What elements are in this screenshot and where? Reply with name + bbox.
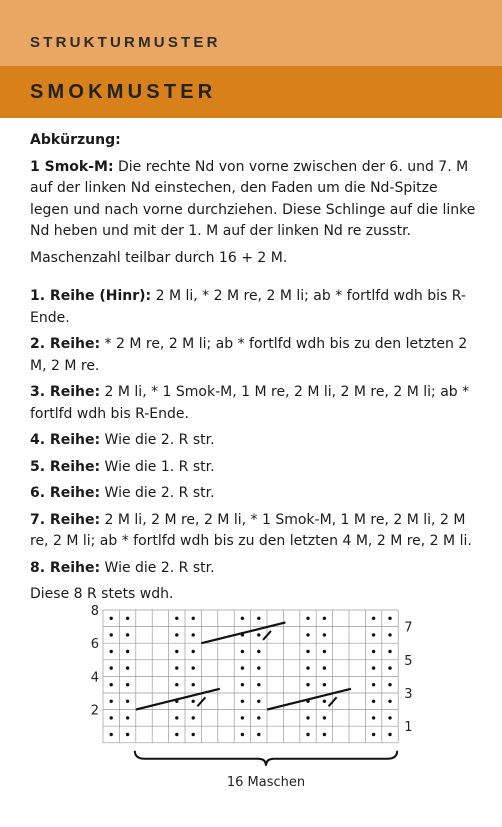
purl-dot — [110, 716, 113, 719]
row-list — [30, 286, 478, 579]
purl-dot — [257, 700, 260, 703]
purl-dot — [323, 733, 326, 736]
purl-dot — [110, 666, 113, 669]
row-text: * 2 M re, 2 M li; ab * fortlfd wdh bis zu den letzten 2 M, 2 M re. — [30, 336, 468, 374]
row-instruction — [30, 286, 478, 329]
purl-dot — [257, 666, 260, 669]
purl-dot — [192, 633, 195, 636]
purl-dot — [323, 716, 326, 719]
purl-dot — [192, 683, 195, 686]
row-text: Wie die 1. R str. — [100, 458, 215, 475]
purl-dot — [257, 617, 260, 620]
smock-stitch-line — [201, 622, 285, 643]
row-number-right: 1 — [404, 720, 413, 736]
purl-dot — [388, 666, 391, 669]
title-band — [0, 66, 502, 118]
row-instruction — [30, 510, 478, 553]
purl-dot — [257, 733, 260, 736]
purl-dot — [175, 716, 178, 719]
row-text: Wie die 2. R str. — [100, 485, 215, 501]
row-label: 6. Reihe: — [30, 485, 101, 501]
row-label: 5. Reihe: — [30, 458, 101, 475]
purl-dot — [388, 633, 391, 636]
purl-dot — [306, 733, 309, 736]
abbrev-heading: Abkürzung: — [30, 132, 121, 148]
purl-dot — [372, 700, 375, 703]
row-number-left: 4 — [90, 670, 99, 686]
stitch-count: Maschenzahl teilbar durch 16 + 2 M. — [30, 249, 288, 266]
category-band — [0, 0, 502, 66]
purl-dot — [110, 633, 113, 636]
row-instruction — [30, 334, 478, 377]
page-title: SMOKMUSTER — [30, 81, 217, 103]
purl-dot — [306, 617, 309, 620]
purl-dot — [241, 650, 244, 653]
purl-dot — [257, 650, 260, 653]
purl-dot — [323, 683, 326, 686]
purl-dot — [110, 683, 113, 686]
row-label: 7. Reihe: — [30, 511, 101, 528]
purl-dot — [372, 666, 375, 669]
purl-dot — [175, 733, 178, 736]
purl-dot — [192, 617, 195, 620]
row-instruction — [30, 457, 478, 479]
row-text: Wie die 2. R str. — [100, 559, 215, 576]
purl-dot — [126, 700, 129, 703]
purl-dot — [110, 733, 113, 736]
purl-dot — [241, 700, 244, 703]
row-instruction — [30, 558, 478, 580]
instructions — [30, 130, 478, 611]
purl-dot — [192, 666, 195, 669]
row-label: 8. Reihe: — [30, 559, 101, 576]
purl-dot — [192, 650, 195, 653]
row-label: 3. Reihe: — [30, 384, 101, 400]
purl-dot — [110, 650, 113, 653]
purl-dot — [175, 666, 178, 669]
purl-dot — [388, 716, 391, 719]
chart-svg — [0, 598, 502, 798]
purl-dot — [126, 650, 129, 653]
row-label: 2. Reihe: — [30, 336, 101, 352]
abbrev-term: 1 Smok-M: — [30, 158, 114, 175]
purl-dot — [192, 716, 195, 719]
purl-dot — [175, 633, 178, 636]
row-text: 2 M li, 2 M re, 2 M li, * 1 Smok-M, 1 M re, 2 M li, 2 M re, 2 M li; ab * fortlfd wdh bis zu den letzten 4 M, 2 M re, 2 M li. — [30, 511, 472, 549]
purl-dot — [257, 716, 260, 719]
purl-dot — [306, 666, 309, 669]
purl-dot — [388, 650, 391, 653]
purl-dot — [372, 716, 375, 719]
row-instruction — [30, 483, 478, 505]
knitting-chart — [0, 598, 502, 798]
purl-dot — [241, 617, 244, 620]
row-number-right: 7 — [404, 620, 413, 636]
purl-dot — [110, 617, 113, 620]
purl-dot — [306, 683, 309, 686]
purl-dot — [388, 617, 391, 620]
purl-dot — [372, 683, 375, 686]
purl-dot — [175, 683, 178, 686]
row-instruction — [30, 430, 478, 452]
purl-dot — [257, 683, 260, 686]
row-text: 2 M li, * 2 M re, 2 M li; ab * fortlfd wdh bis R-Ende. — [30, 288, 466, 326]
purl-dot — [175, 617, 178, 620]
purl-dot — [306, 716, 309, 719]
row-label: 4. Reihe: — [30, 432, 101, 448]
purl-dot — [323, 650, 326, 653]
purl-dot — [306, 633, 309, 636]
row-text: 2 M li, * 1 Smok-M, 1 M re, 2 M li, 2 M re, 2 M li; ab * fortlfd wdh bis R-Ende. — [30, 384, 470, 422]
purl-dot — [257, 633, 260, 636]
row-number-left: 6 — [90, 637, 99, 653]
purl-dot — [241, 683, 244, 686]
row-number-left: 2 — [90, 703, 99, 719]
row-number-right: 3 — [404, 687, 413, 702]
purl-dot — [388, 700, 391, 703]
purl-dot — [323, 700, 326, 703]
abbrev-definition — [30, 157, 478, 243]
purl-dot — [241, 716, 244, 719]
purl-dot — [372, 633, 375, 636]
abbrev-text: Die rechte Nd von vorne zwischen der 6. und 7. M auf der linken Nd einstechen, den Faden um die Nd-Spitze legen und nach vorne durchziehen. Diese Schlinge auf die linke Nd heben und mit der 1. M auf der linken Nd re zusstr. — [30, 158, 476, 239]
purl-dot — [241, 666, 244, 669]
repeat-brace — [135, 751, 397, 766]
purl-dot — [126, 633, 129, 636]
row-number-left: 8 — [90, 604, 99, 619]
purl-dot — [372, 733, 375, 736]
purl-dot — [110, 700, 113, 703]
row-number-right: 5 — [404, 653, 413, 669]
purl-dot — [372, 650, 375, 653]
repeat-note: Diese 8 R stets wdh. — [30, 586, 174, 602]
row-instruction — [30, 382, 478, 425]
purl-dot — [388, 733, 391, 736]
purl-dot — [306, 650, 309, 653]
row-label: 1. Reihe (Hinr): — [30, 288, 152, 304]
repeat-label: 16 Maschen — [226, 774, 306, 790]
purl-dot — [126, 617, 129, 620]
purl-dot — [192, 733, 195, 736]
smock-stitch-line — [267, 689, 351, 710]
row-text: Wie die 2. R str. — [100, 432, 215, 448]
purl-dot — [323, 666, 326, 669]
purl-dot — [323, 633, 326, 636]
purl-dot — [175, 650, 178, 653]
purl-dot — [126, 733, 129, 736]
purl-dot — [126, 716, 129, 719]
purl-dot — [192, 700, 195, 703]
purl-dot — [126, 666, 129, 669]
category-title: STRUKTURMUSTER — [30, 34, 221, 51]
smock-stitch-line — [136, 689, 220, 710]
purl-dot — [372, 617, 375, 620]
purl-dot — [241, 733, 244, 736]
purl-dot — [388, 683, 391, 686]
purl-dot — [126, 683, 129, 686]
purl-dot — [323, 617, 326, 620]
